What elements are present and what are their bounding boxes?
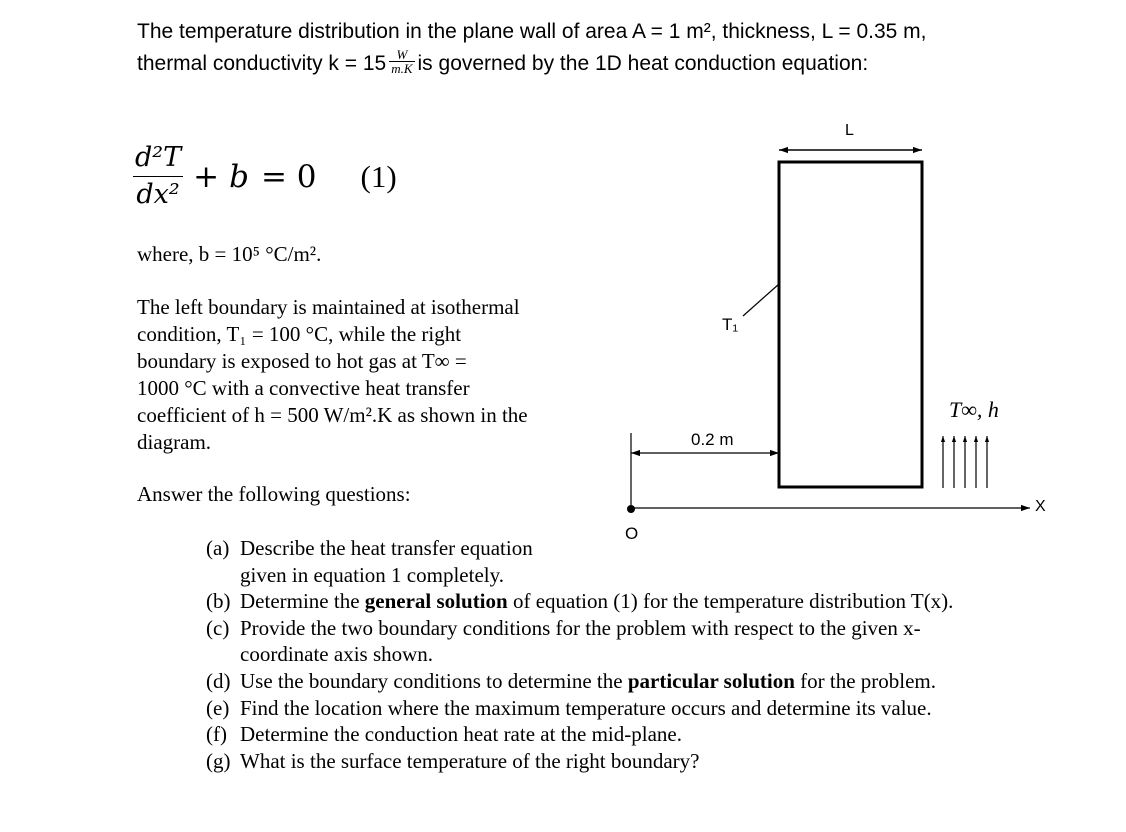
question-a bbox=[206, 535, 953, 562]
wall-rectangle bbox=[779, 162, 922, 487]
question-a-line-1: Describe the heat transfer equation bbox=[240, 536, 533, 560]
unit-denominator: m.K bbox=[391, 61, 413, 77]
question-d-label: (d) bbox=[206, 668, 231, 693]
label-x-axis: X bbox=[1035, 498, 1046, 515]
equation-plus: + bbox=[193, 158, 220, 195]
question-e bbox=[206, 695, 953, 722]
header-line-1: The temperature distribution in the plane wall of area A = 1 m², thickness, L = 0.35 m, bbox=[137, 20, 927, 43]
label-Tinf-h: T∞, h bbox=[949, 397, 999, 422]
equation-numerator: d²T bbox=[133, 142, 183, 177]
question-b-label: (b) bbox=[206, 589, 231, 614]
question-d-pre: Use the boundary conditions to determine the bbox=[240, 668, 628, 693]
question-b bbox=[206, 588, 953, 615]
boundary-line-2: condition, T₁ = 100 °C, while the right bbox=[137, 322, 462, 346]
answer-prompt: Answer the following questions: bbox=[137, 482, 411, 506]
question-d-bold: particular solution bbox=[627, 668, 795, 693]
question-e-label: (e) bbox=[206, 695, 230, 720]
equation-number: (1) bbox=[360, 158, 397, 194]
equation-denominator: dx² bbox=[136, 179, 180, 210]
question-c-line-1: Provide the two boundary conditions for the problem with respect to the given x- bbox=[240, 615, 921, 640]
equation-equals-zero: = 0 bbox=[260, 158, 317, 195]
unit-numerator: W bbox=[389, 48, 414, 62]
question-b-pre: Determine the bbox=[240, 589, 365, 614]
question-f-label: (f) bbox=[206, 722, 227, 747]
origin-point bbox=[627, 505, 635, 513]
question-b-post: of equation (1) for the temperature distribution T(x). bbox=[507, 589, 954, 614]
question-c-label: (c) bbox=[206, 615, 230, 640]
header-line-2-end: is governed by the 1D heat conduction equation: bbox=[417, 52, 869, 75]
question-a-label: (a) bbox=[206, 536, 230, 560]
question-g-label: (g) bbox=[206, 748, 231, 773]
equation-b: b bbox=[229, 158, 249, 195]
question-f-text: Determine the conduction heat rate at the mid-plane. bbox=[240, 722, 682, 747]
boundary-line-1: The left boundary is maintained at isothermal bbox=[137, 295, 520, 319]
question-d bbox=[206, 668, 953, 695]
boundary-line-4: 1000 °C with a convective heat transfer bbox=[137, 376, 470, 400]
convection-arrows bbox=[943, 436, 987, 488]
question-a-line-2: given in equation 1 completely. bbox=[240, 562, 504, 587]
header-line-2-start: thermal conductivity k = 15 bbox=[137, 52, 387, 75]
question-f bbox=[206, 721, 953, 748]
label-T1: T₁ bbox=[722, 315, 739, 334]
t1-leader-line bbox=[743, 284, 779, 316]
boundary-line-3: boundary is exposed to hot gas at T∞ = bbox=[137, 349, 467, 373]
question-g bbox=[206, 748, 953, 775]
label-offset-0-2m: 0.2 m bbox=[691, 430, 734, 449]
question-c-line-2: coordinate axis shown. bbox=[240, 642, 434, 667]
question-e-text: Find the location where the maximum temperature occurs and determine its value. bbox=[240, 695, 932, 720]
question-c bbox=[206, 615, 953, 642]
question-list bbox=[206, 535, 953, 774]
label-thickness-L: L bbox=[845, 122, 854, 139]
question-b-bold: general solution bbox=[364, 589, 508, 614]
boundary-line-6: diagram. bbox=[137, 430, 212, 454]
label-origin-O: O bbox=[625, 524, 639, 543]
question-d-post: for the problem. bbox=[794, 668, 936, 693]
question-g-text: What is the surface temperature of the right boundary? bbox=[240, 748, 700, 773]
where-line: where, b = 10⁵ °C/m². bbox=[137, 242, 322, 266]
boundary-line-5: coefficient of h = 500 W/m².K as shown in the bbox=[137, 403, 528, 427]
